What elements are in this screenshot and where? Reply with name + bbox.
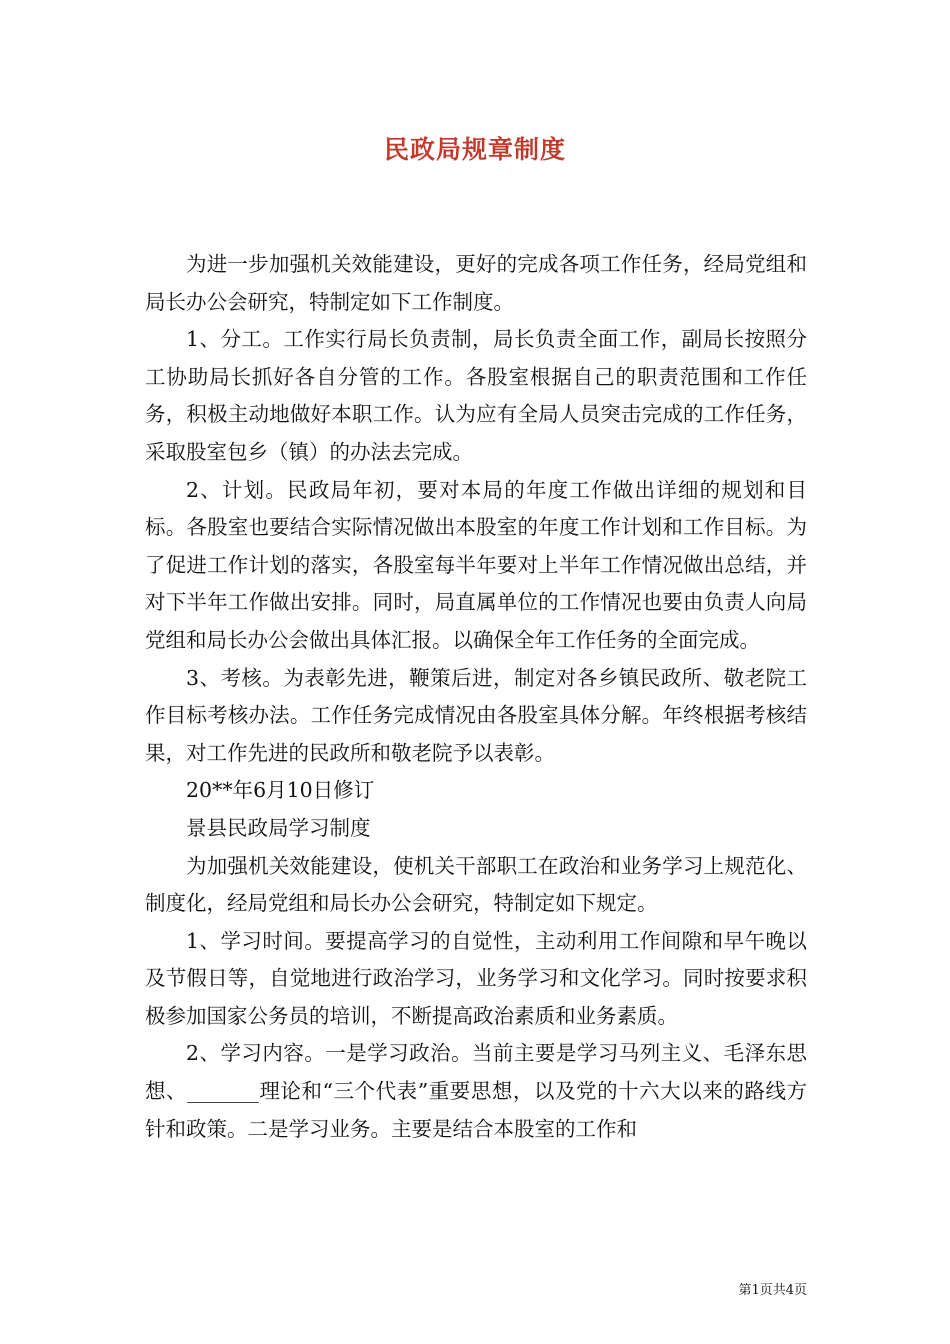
document-title: 民政局规章制度 <box>383 135 566 164</box>
paragraph-study-content: 2、学习内容。一是学习政治。当前主要是学习马列主义、毛泽东思想、_______理论和“三个代表”重要思想，以及党的十六大以来的路线方针和政策。二是学习业务。主要是结合本股室的工作和 <box>145 1041 807 1141</box>
section-heading-study-system: 景县民政局学习制度 <box>186 815 371 840</box>
document-body <box>145 246 807 1148</box>
paragraph-assessment: 3、考核。为表彰先进，鞭策后进，制定对各乡镇民政所、敬老院工作目标考核办法。工作任务完成情况由各股室具体分解。年终根据考核结果，对工作先进的民政所和敬老院予以表彰。 <box>145 665 807 765</box>
paragraph-intro: 为进一步加强机关效能建设，更好的完成各项工作任务，经局党组和局长办公会研究，特制定如下工作制度。 <box>145 252 807 314</box>
page-number: 第1页共4页 <box>738 1283 807 1298</box>
paragraph-study-time: 1、学习时间。要提高学习的自觉性，主动利用工作间隙和早午晚以及节假日等，自觉地进行政治学习，业务学习和文化学习。同时按要求积极参加国家公务员的培训，不断提高政治素质和业务素质。 <box>145 928 807 1028</box>
paragraph-planning: 2、计划。民政局年初，要对本局的年度工作做出详细的规划和目标。各股室也要结合实际情况做出本股室的年度工作计划和工作目标。为了促进工作计划的落实，各股室每半年要对上半年工作情况做出总结，并对下半年工作做出安排。同时，局直属单位的工作情况也要由负责人向局党组和局长办公会做出具体汇报。以确保全年工作任务的全面完成。 <box>145 477 807 652</box>
paragraph-study-intro: 为加强机关效能建设，使机关干部职工在政治和业务学习上规范化、制度化，经局党组和局长办公会研究，特制定如下规定。 <box>145 853 807 916</box>
revision-date: 20**年6月10日修订 <box>186 778 375 803</box>
paragraph-division-of-labor: 1、分工。工作实行局长负责制，局长负责全面工作，副局长按照分工协助局长抓好各自分管的工作。各股室根据自己的职责范围和工作任务，积极主动地做好本职工作。认为应有全局人员突击完成的工作任务，采取股室包乡（镇）的办法去完成。 <box>145 327 807 464</box>
